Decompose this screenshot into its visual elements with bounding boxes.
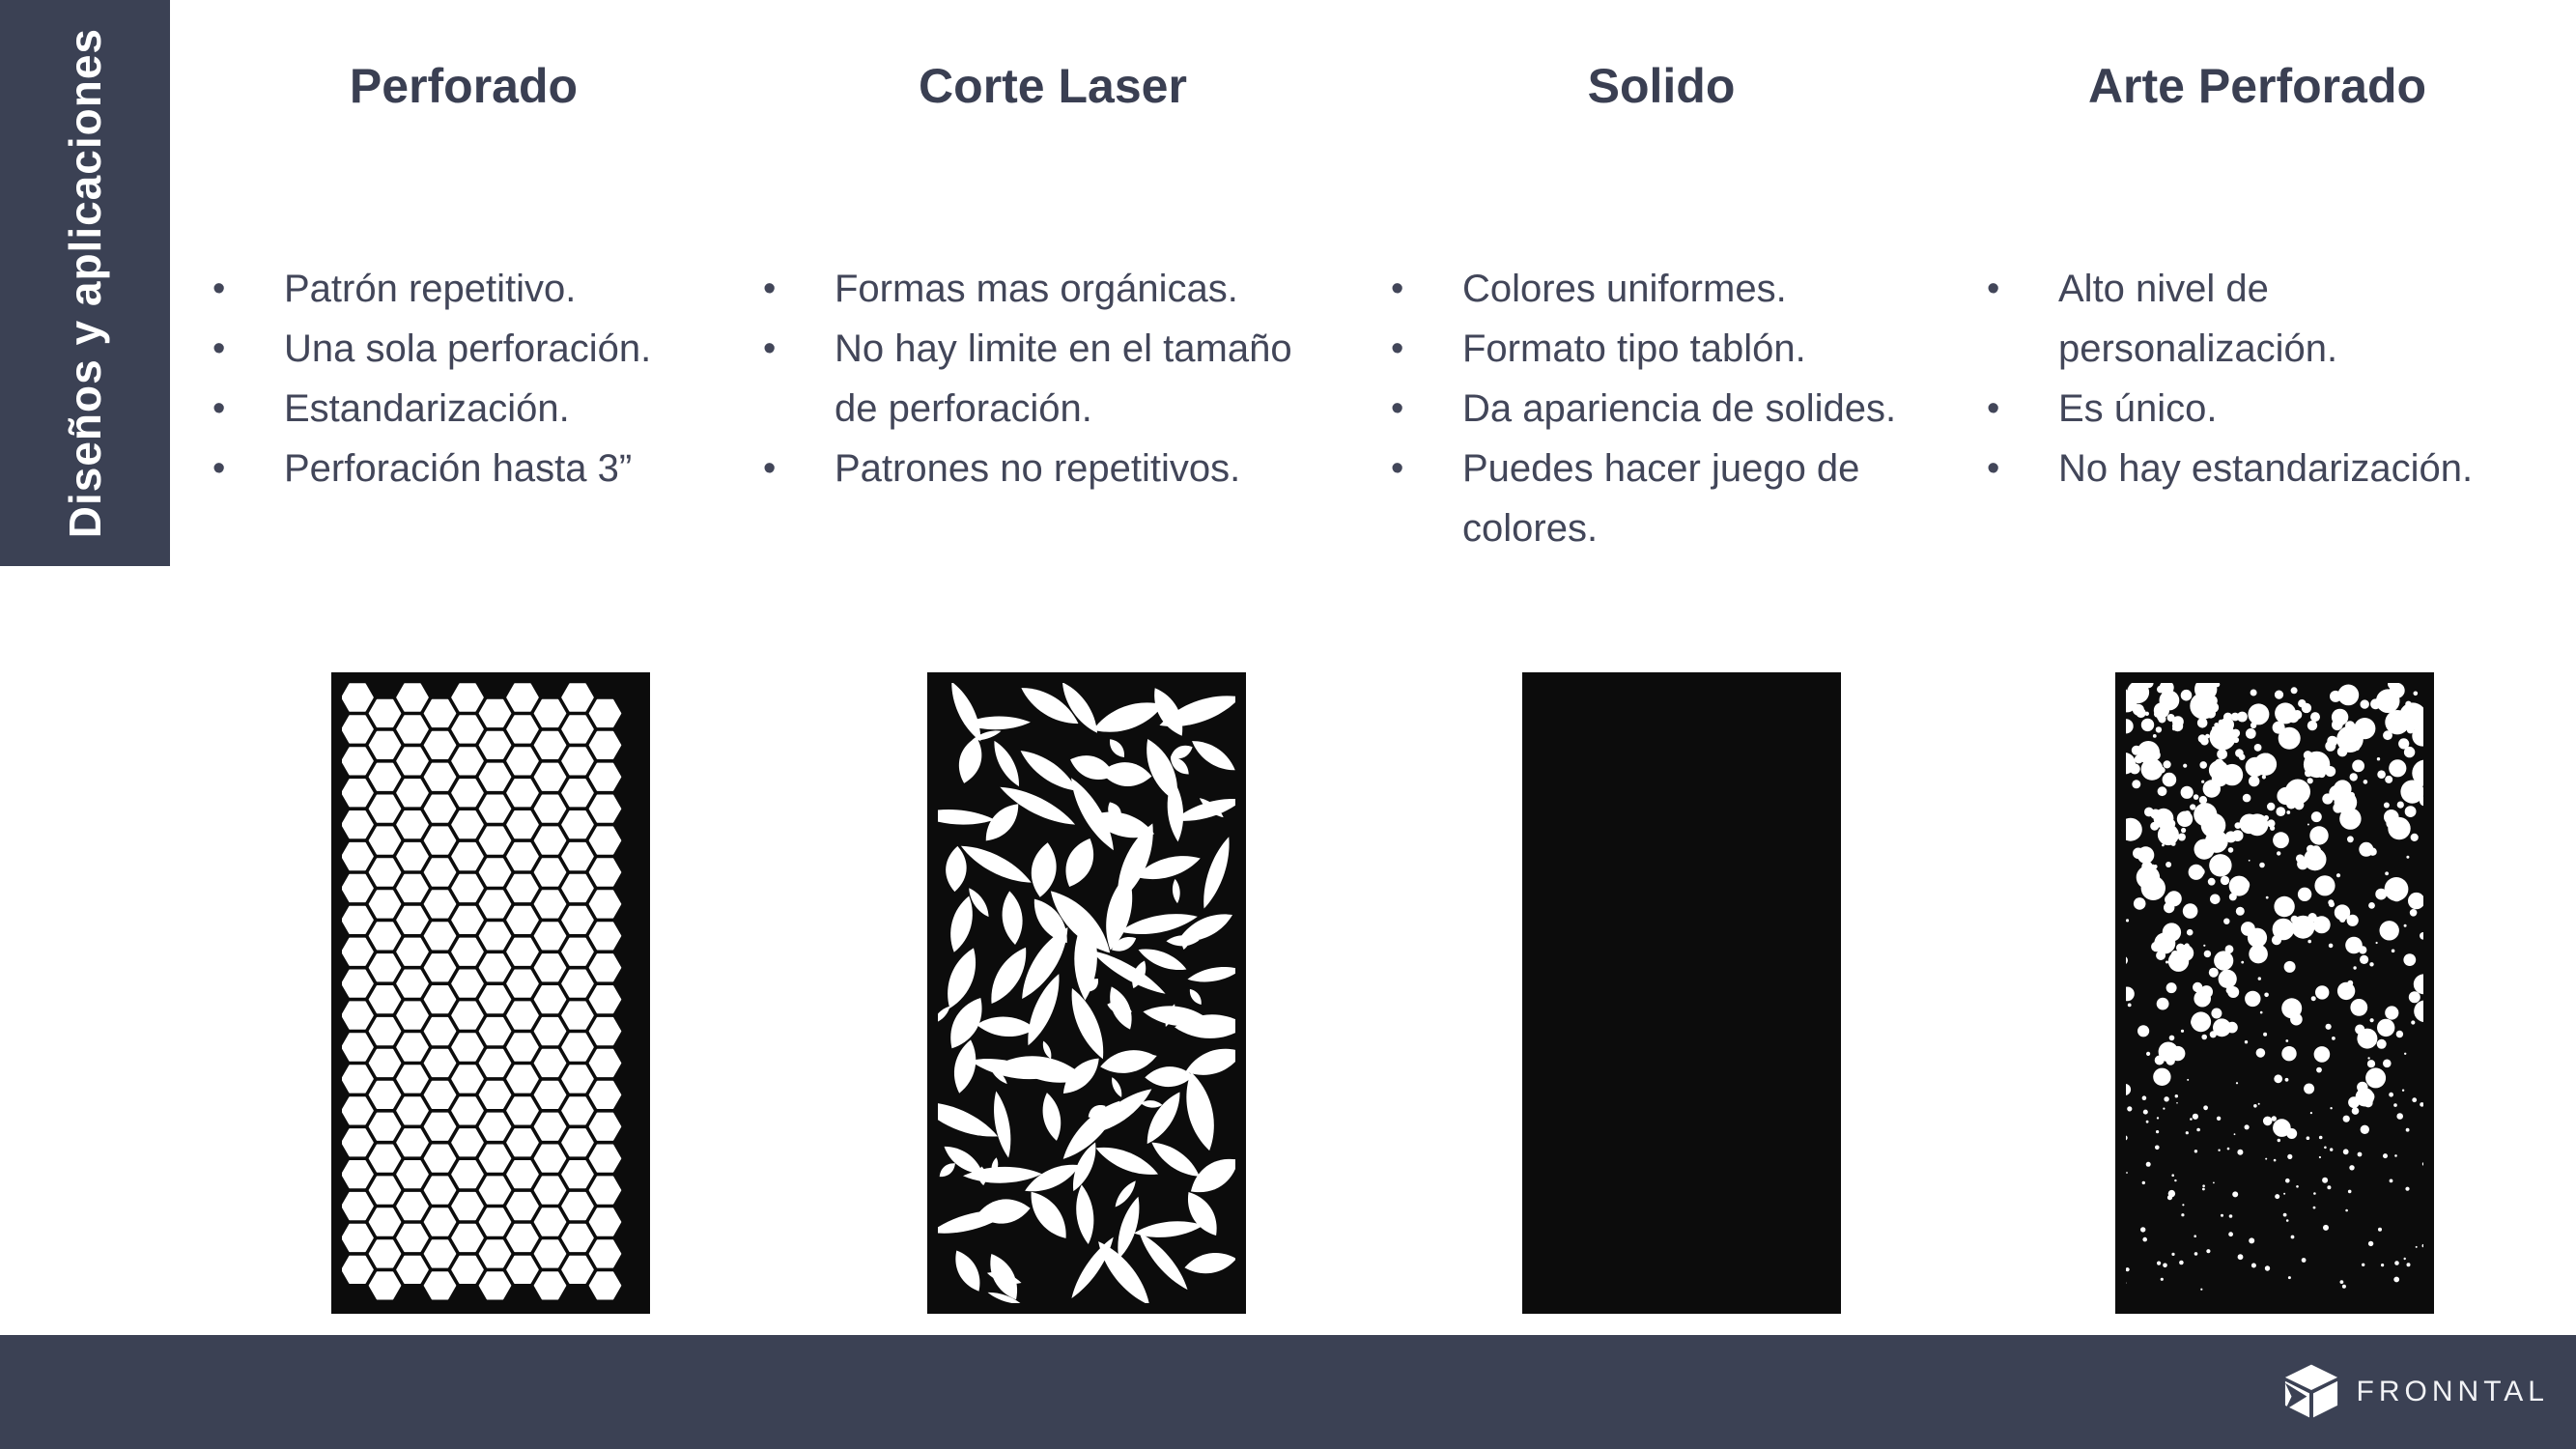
column-perforado (174, 58, 753, 498)
brand-name: FRONNTAL (2356, 1376, 2549, 1407)
bullet-item: • Formas mas orgánicas. (757, 259, 1292, 319)
bullet-item: • Formato tipo tablón. (1385, 319, 1945, 379)
column-corte-laser (763, 58, 1343, 498)
sidebar (0, 0, 170, 566)
hexagon-perforated-panel-image (331, 672, 650, 1314)
bullet-list (757, 259, 1292, 498)
bullet-item: • No hay estandarización. (1981, 439, 2495, 498)
fronntal-cube-logo-icon (2279, 1360, 2343, 1424)
panel-graphic (927, 672, 1246, 1314)
bullet-item: • Patrones no repetitivos. (757, 439, 1292, 498)
column-title: Solido (1587, 59, 1736, 113)
bullet-list (207, 259, 771, 498)
column-title: Arte Perforado (2087, 59, 2427, 113)
bullet-list (1385, 259, 1945, 558)
bullet-item: • Es único. (1981, 379, 2495, 439)
bullet-item: • Una sola perforación. (207, 319, 771, 379)
column-title: Corte Laser (919, 59, 1187, 113)
bullet-item: • Estandarización. (207, 379, 771, 439)
sidebar-title: Diseños y aplicaciones (60, 27, 110, 539)
bullet-item: • Colores uniformes. (1385, 259, 1945, 319)
laser-cut-leaves-panel-image (927, 672, 1246, 1314)
bullet-item: • Da apariencia de solides. (1385, 379, 1945, 439)
panel-graphic (331, 672, 650, 1314)
bullet-item: • Perforación hasta 3” (207, 439, 771, 498)
bullet-item: • Patrón repetitivo. (207, 259, 771, 319)
panel-graphic (2115, 672, 2434, 1314)
bullet-item: • Alto nivel de personalización. (1981, 259, 2495, 379)
solid-panel-image (1522, 672, 1841, 1314)
panel-graphic (1522, 672, 1841, 1314)
brand (2279, 1335, 2549, 1449)
footer-bar (0, 1335, 2576, 1449)
bullet-list (1981, 259, 2495, 498)
bullet-item: • Puedes hacer juego de colores. (1385, 439, 1945, 558)
column-arte-perforado (1967, 58, 2547, 498)
bullet-item: • No hay limite en el tamaño de perforación. (757, 319, 1292, 439)
perforated-art-dots-panel-image (2115, 672, 2434, 1314)
column-solido (1372, 58, 1951, 558)
column-title: Perforado (349, 59, 579, 113)
